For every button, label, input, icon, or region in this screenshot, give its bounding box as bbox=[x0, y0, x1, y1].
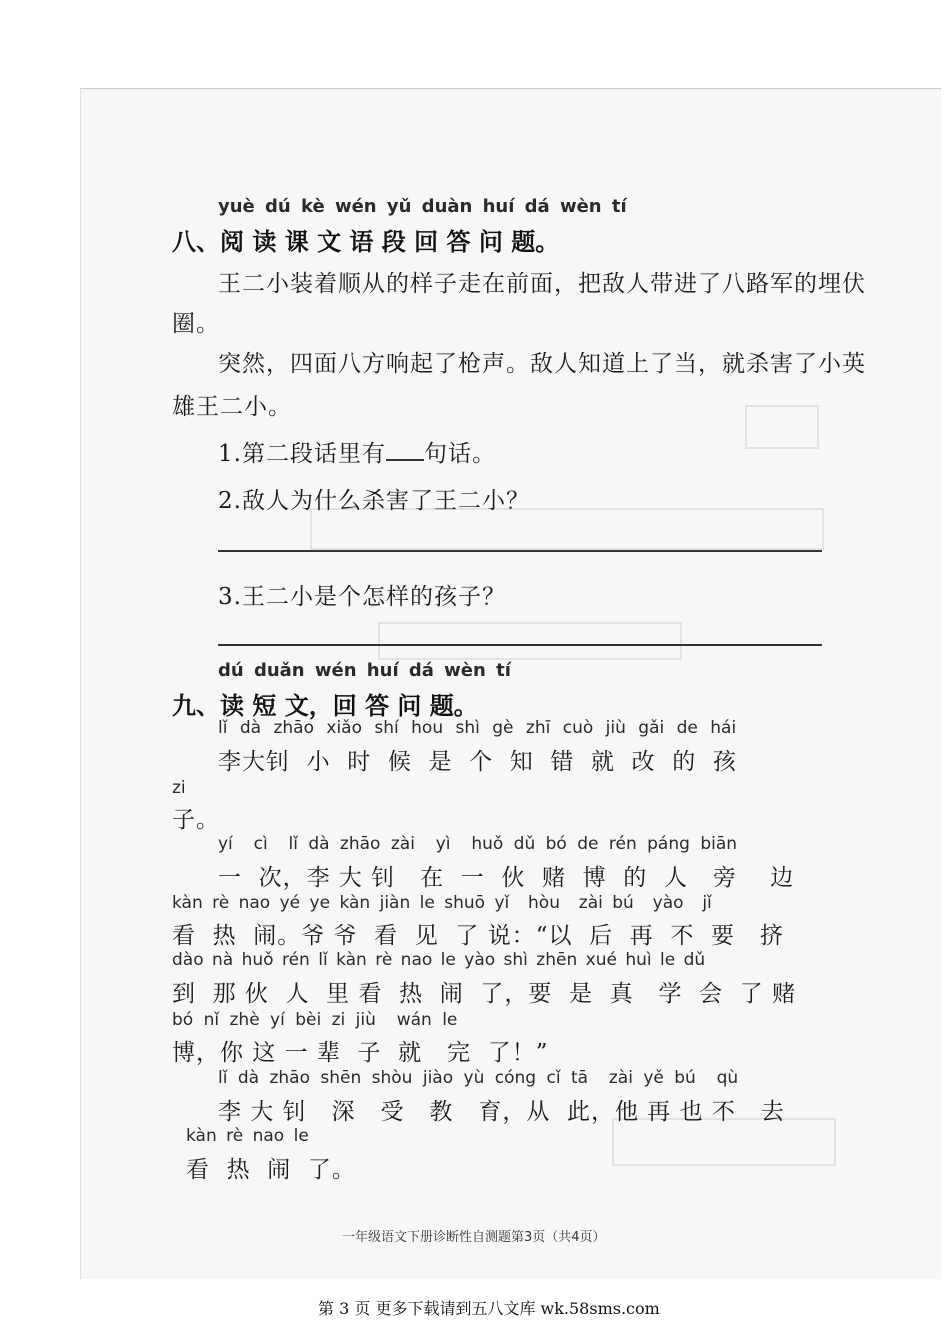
passage-pinyin-1: lǐ dà zhāo xiǎo shí hou shì gè zhī cuò jiù gǎi de hái bbox=[218, 718, 737, 738]
passage-line-5: 到 那 伙 人 里 看 热 闹 了，要 是 真 学 会 了 赌 bbox=[172, 981, 797, 1007]
passage-line-2: 子。 bbox=[172, 807, 220, 833]
section8-para2-line2: 雄王二小。 bbox=[172, 394, 292, 420]
passage-pinyin-7: lǐ dà zhāo shēn shòu jiào yù cóng cǐ tā zài yě bú qù bbox=[218, 1068, 739, 1088]
section8-para1-line1: 王二小装着顺从的样子走在前面，把敌人带进了八路军的埋伏 bbox=[218, 271, 866, 297]
answer-blank[interactable] bbox=[386, 441, 424, 461]
passage-pinyin-5: dào nà huǒ rén lǐ kàn rè nao le yào shì zhēn xué huì le dǔ bbox=[172, 950, 706, 970]
bleed-through-box bbox=[745, 405, 819, 449]
download-footer: 第 3 页 更多下载请到五八文库 wk.58sms.com bbox=[318, 1299, 660, 1318]
passage-line-6: 博，你 这 一 辈 子 就 完 了！” bbox=[172, 1040, 549, 1066]
question-1-suffix: 句话。 bbox=[423, 441, 496, 467]
question-1-text: 1.第二段话里有 bbox=[218, 441, 386, 467]
section8-para1-line2: 圈。 bbox=[172, 311, 220, 337]
passage-line-3: 一 次，李 大 钊 在 一 伙 赌 博 的 人 旁 边 bbox=[218, 865, 795, 891]
passage-line-7: 李 大 钊 深 受 教 育，从 此，他 再 也 不 去 bbox=[218, 1099, 785, 1125]
passage-pinyin-4: kàn rè nao yé ye kàn jiàn le shuō yǐ hòu zài bú yào jǐ bbox=[172, 893, 712, 913]
section8-heading: 八、阅 读 课 文 语 段 回 答 问 题。 bbox=[172, 228, 560, 256]
answer-line-q3[interactable] bbox=[218, 644, 822, 646]
section8-para2-line1: 突然，四面八方响起了枪声。敌人知道上了当，就杀害了小英 bbox=[218, 351, 866, 377]
section9-heading: 九、读 短 文，回 答 问 题。 bbox=[172, 692, 478, 720]
passage-pinyin-2: zi bbox=[172, 778, 186, 798]
section9-pinyin: dú duǎn wén huí dá wèn tí bbox=[218, 660, 511, 681]
passage-pinyin-8: kàn rè nao le bbox=[186, 1126, 309, 1146]
question-2: 2.敌人为什么杀害了王二小？ bbox=[218, 488, 530, 514]
passage-line-1: 李大钊 小 时 候 是 个 知 错 就 改 的 孩 bbox=[218, 749, 737, 775]
passage-pinyin-6: bó nǐ zhè yí bèi zi jiù wán le bbox=[172, 1010, 458, 1030]
page-number-label: 一年级语文下册诊断性自测题第3页（共4页） bbox=[342, 1230, 606, 1245]
passage-line-4: 看 热 闹。爷 爷 看 见 了 说：“以 后 再 不 要 挤 bbox=[172, 923, 784, 949]
answer-line-q2[interactable] bbox=[218, 550, 822, 552]
passage-line-8: 看 热 闹 了。 bbox=[186, 1157, 356, 1183]
question-3: 3.王二小是个怎样的孩子？ bbox=[218, 584, 506, 610]
bleed-through-box bbox=[378, 622, 682, 660]
question-1 bbox=[218, 435, 496, 468]
passage-pinyin-3: yí cì lǐ dà zhāo zài yì huǒ dǔ bó de rén páng biān bbox=[218, 834, 738, 854]
section8-pinyin: yuè dú kè wén yǔ duàn huí dá wèn tí bbox=[218, 196, 627, 217]
